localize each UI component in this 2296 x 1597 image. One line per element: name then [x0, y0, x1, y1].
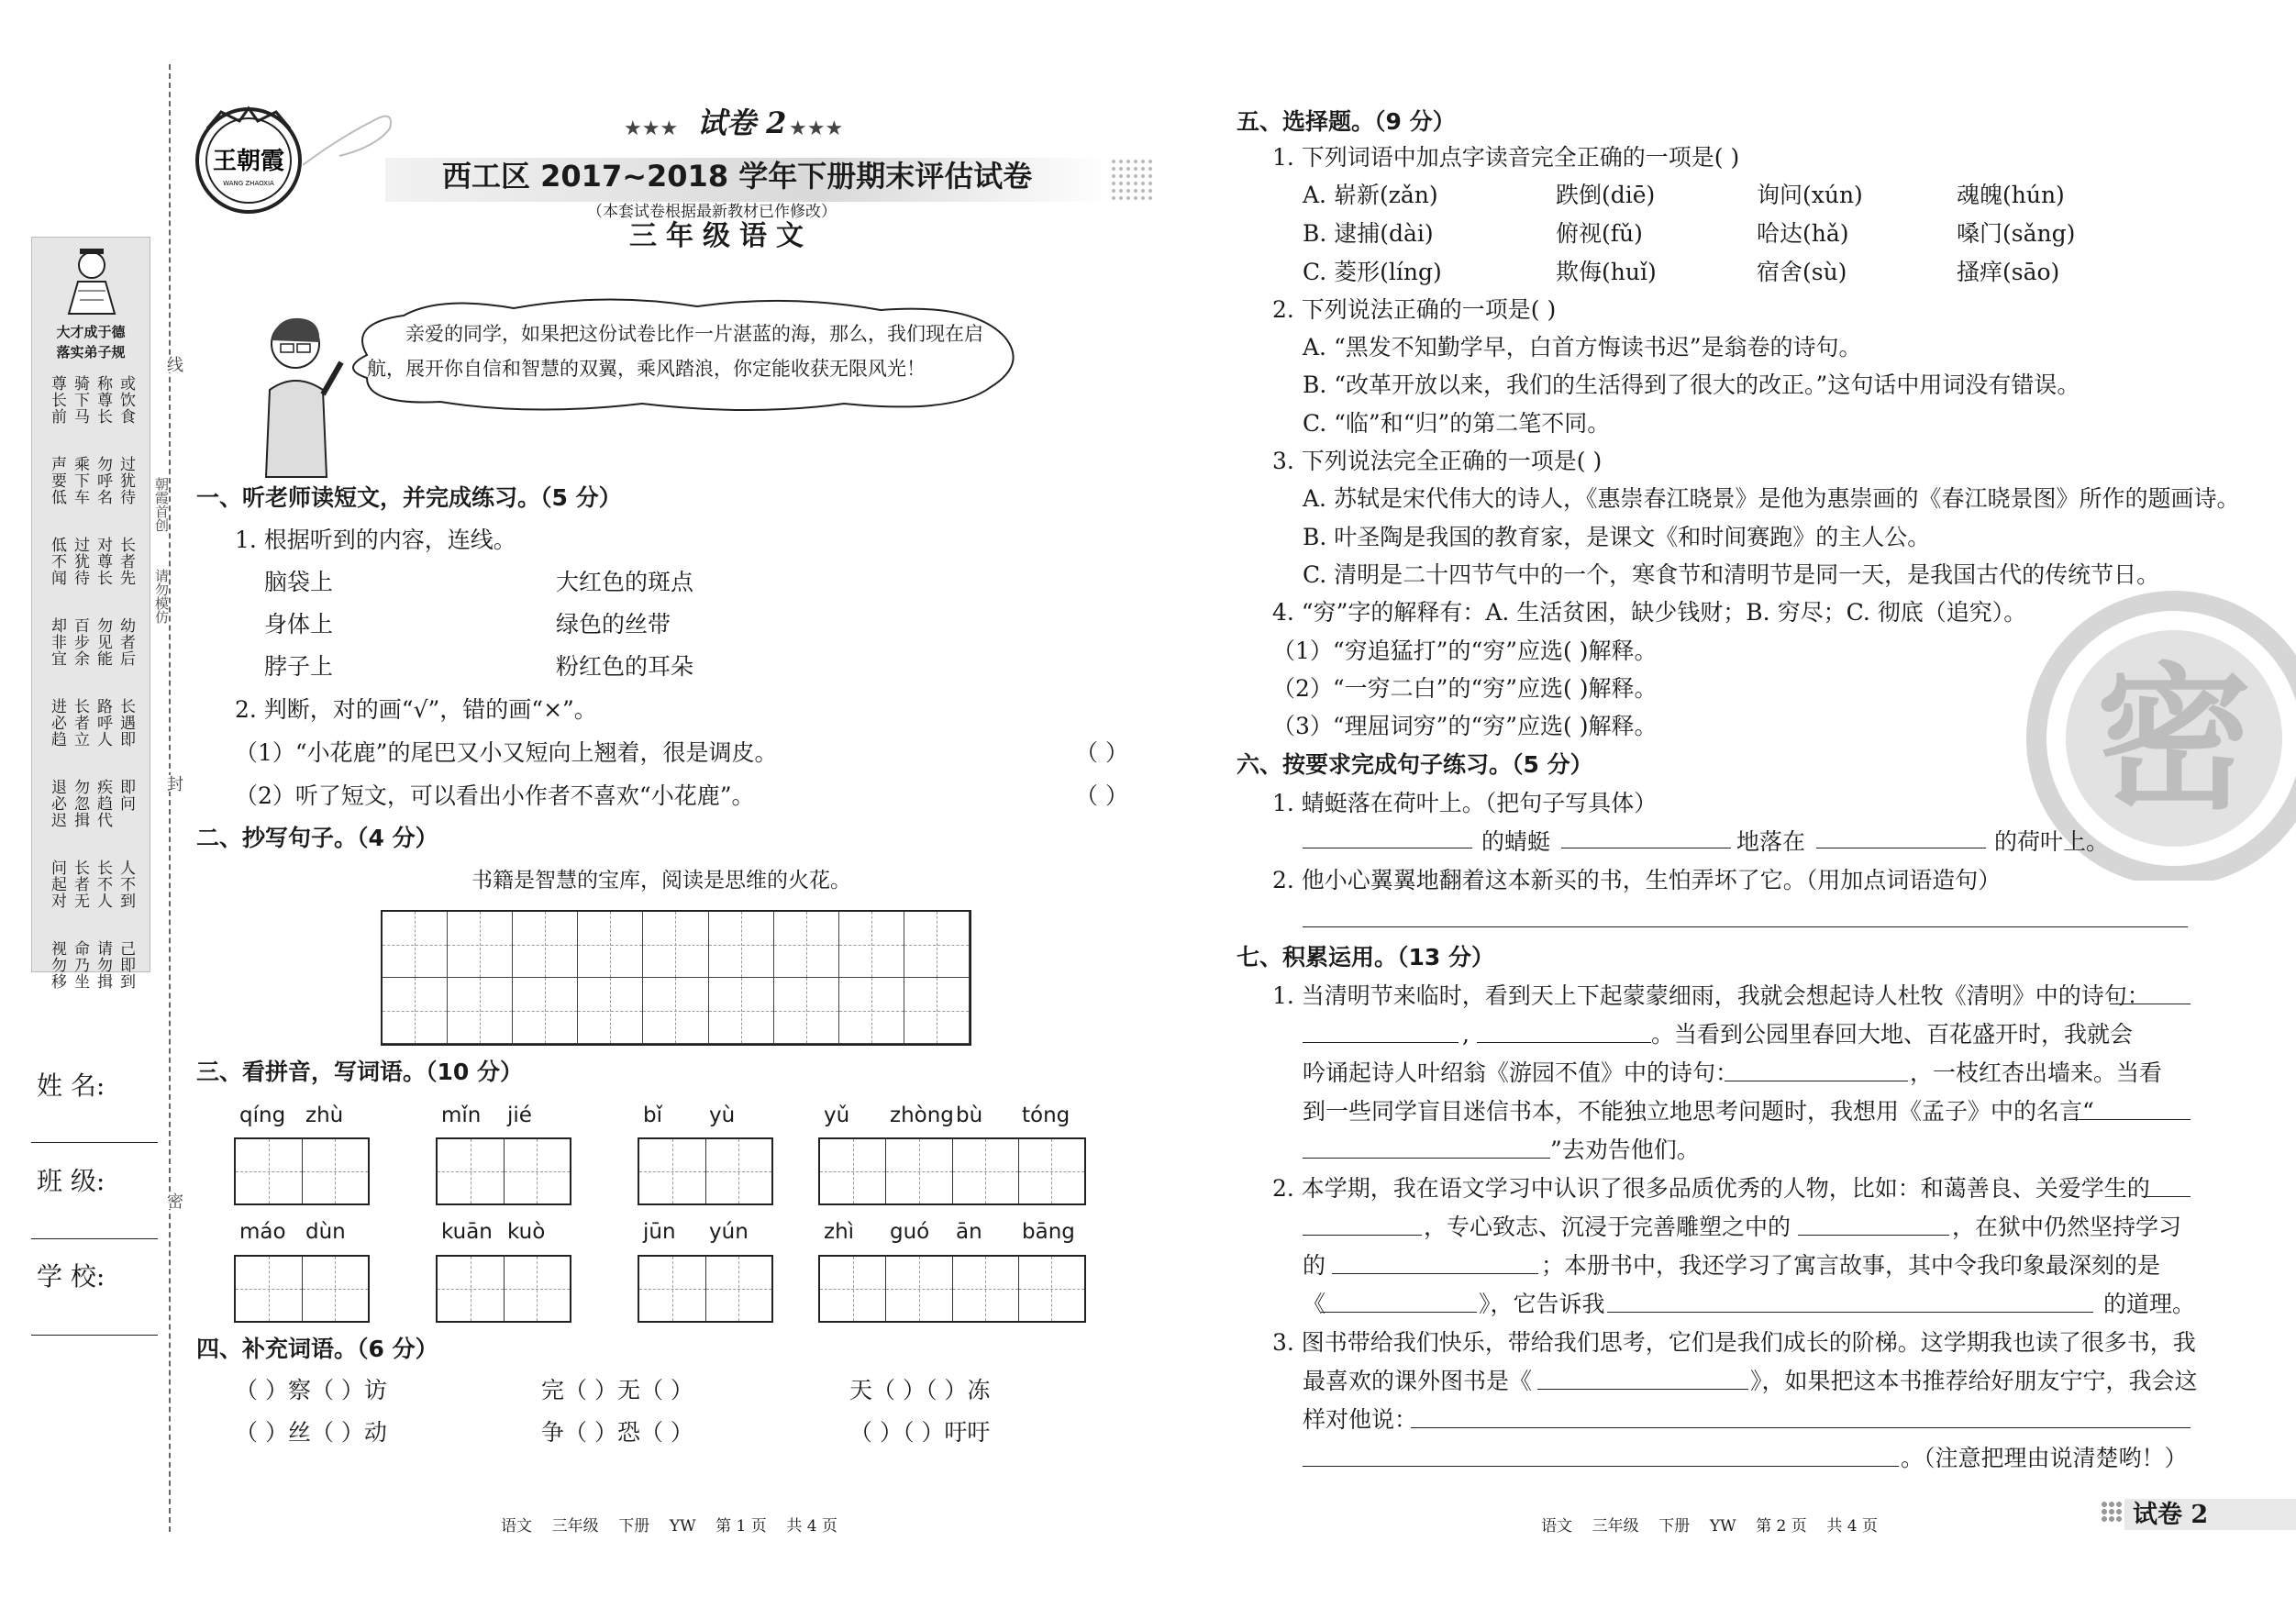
q3-B: B. 叶圣陶是我国的教育家，是课文《和时间赛跑》的主人公。 [1303, 524, 1931, 550]
q1-B-4: 嗓门(sǎng) [1957, 220, 2076, 247]
dizigui-group [36, 779, 146, 859]
pinyin-syllable: kuān [441, 1220, 493, 1244]
fill-word-3[interactable]: 天（ ）（ ）冻 [849, 1377, 991, 1403]
s7-blank-3c[interactable] [1303, 1466, 1899, 1467]
pinyin-answer-cell[interactable] [236, 1139, 303, 1203]
q4-c: （3）“理屈词穷”的“穷”应选( )解释。 [1272, 713, 1658, 739]
copy-grid-cell[interactable] [643, 912, 708, 978]
school-field[interactable] [31, 1335, 158, 1336]
q4-a: （1）“穷追猛打”的“穷”应选( )解释。 [1272, 638, 1658, 664]
footer-left: 语文 三年级 下册 YW 第 1 页 共 4 页 [501, 1517, 838, 1536]
name-field[interactable] [31, 1142, 158, 1143]
intro-text: 亲爱的同学，如果把这份试卷比作一片湛蓝的海，那么，我们现在启航，展开你自信和智慧的双翼，乘风踏浪，你定能收获无限风光！ [367, 323, 983, 380]
pinyin-answer-cell[interactable] [953, 1139, 1019, 1203]
pinyin-answer-box[interactable] [234, 1137, 370, 1205]
dizigui-column: 称尊长 [94, 375, 112, 425]
dizigui-column: 即问 [116, 779, 135, 812]
dizigui-group [36, 537, 146, 617]
copy-grid-cell[interactable] [774, 978, 839, 1044]
pinyin-answer-cell[interactable] [820, 1139, 886, 1203]
s7-q2-l3a: 的 [1303, 1252, 1326, 1279]
s7-q2-l3b: ；本册书中，我还学习了寓言故事，其中令我印象最深刻的是 [1541, 1252, 2161, 1279]
pinyin-syllable: mǐn [441, 1103, 482, 1127]
pinyin-answer-box[interactable] [638, 1137, 773, 1205]
pinyin-answer-box[interactable] [638, 1255, 773, 1323]
dizigui-column: 路呼人 [94, 698, 112, 748]
copy-grid-cell[interactable] [839, 912, 904, 978]
copy-grid-cell[interactable] [513, 912, 578, 978]
pinyin-answer-box[interactable] [436, 1255, 571, 1323]
s7-blank-1c[interactable] [1477, 1042, 1651, 1043]
q3-A: A. 苏轼是宋代伟大的诗人，《惠崇春江晓景》是他为惠崇画的《春江晓景图》所作的题画诗。 [1303, 485, 2240, 512]
q1-C-1: C. 菱形(líng) [1303, 259, 1442, 285]
stamp-char: 密 [2095, 649, 2253, 831]
copy-grid-cell[interactable] [709, 978, 774, 1044]
s6-part-3: 的荷叶上。 [1994, 828, 2110, 855]
dizigui-column: 或饮食 [116, 375, 135, 425]
fill-word-1[interactable]: （ ）察（ ）访 [235, 1377, 387, 1403]
dizigui-column: 勿呼名 [94, 456, 112, 505]
copy-grid-cell[interactable] [578, 912, 643, 978]
cut-mark-1: 线 [161, 356, 185, 372]
s7-blank-3a[interactable] [1537, 1389, 1748, 1390]
dizigui-column: 骑下马 [71, 375, 89, 425]
s7-blank-1b[interactable] [1303, 1042, 1459, 1043]
copy-grid-cell[interactable] [448, 912, 513, 978]
s6-part-1: 的蜻蜓 [1481, 828, 1551, 855]
dizigui-column: 问起对 [48, 859, 66, 909]
s4-heading: 四、补充词语。（6 分） [196, 1336, 438, 1362]
logo-sub: WANG ZHAOXIA [223, 180, 274, 187]
pinyin-syllable: yù [709, 1103, 736, 1127]
s5-q3: 3. 下列说法完全正确的一项是( ) [1272, 448, 1603, 474]
fold-line [169, 64, 171, 1532]
match-right-2[interactable]: 绿色的丝带 [556, 611, 671, 638]
pinyin-syllable: yǔ [824, 1103, 850, 1127]
pinyin-syllable: ān [956, 1220, 982, 1244]
logo-text: 王朝霞 [212, 148, 285, 175]
exam-subtitle: （本套试卷根据最新教材已作修改） [587, 203, 837, 221]
fill-word-5[interactable]: 争（ ）恐（ ） [541, 1419, 693, 1446]
s7-blank-1f[interactable] [1303, 1158, 1550, 1159]
q4-b: （2）“一穷二白”的“穷”应选( )解释。 [1272, 675, 1658, 702]
pinyin-answer-cell[interactable] [820, 1257, 886, 1321]
s7-q2-l4b: 》，它告诉我 [1479, 1291, 1605, 1317]
judge-1: （1）“小花鹿”的尾巴又小又短向上翘着，很是调皮。 [235, 739, 778, 766]
dizigui-column: 过犹待 [71, 537, 89, 586]
s7-q2-l4c: 的道理。 [2103, 1291, 2196, 1317]
pinyin-syllable: zhì [824, 1220, 855, 1244]
name-label: 姓 名: [37, 1070, 105, 1101]
dizigui-column: 命乃坐 [71, 940, 89, 990]
s7-blank-2b[interactable] [1303, 1235, 1422, 1236]
copy-grid-cell[interactable] [904, 912, 970, 978]
pinyin-answer-cell[interactable] [639, 1257, 706, 1321]
stars-left: ★★★ [624, 117, 679, 140]
q1-A-4: 魂魄(hún) [1957, 182, 2065, 208]
s7-q2-l2a: ，专心致志、沉浸于完善雕塑之中的 [1424, 1214, 1791, 1240]
q1-B-1: B. 逮捕(dài) [1303, 220, 1434, 247]
s7-blank-2e[interactable] [1321, 1312, 1477, 1313]
s6-sentence-line[interactable] [1303, 926, 2188, 927]
s7-q3-l1: 3. 图书带给我们快乐，带给我们思考，它们是我们成长的阶梯。这学期我也读了很多书，我 [1272, 1329, 2196, 1356]
cut-mark-2: 封 [161, 775, 185, 792]
pinyin-syllable: jié [507, 1103, 532, 1127]
pinyin-syllable: kuò [507, 1220, 546, 1244]
s2-heading: 二、抄写句子。（4 分） [196, 825, 438, 851]
copy-grid-cell[interactable] [839, 978, 904, 1044]
dizigui-group [36, 375, 146, 456]
dizigui-column: 长不人 [94, 859, 112, 909]
wangzhaoxia-logo [189, 101, 308, 220]
s7-q1-l5: ”去劝告他们。 [1550, 1137, 1700, 1163]
q1-A-2: 跌倒(diē) [1556, 182, 1656, 208]
judge-1-answer[interactable]: （ ） [1075, 739, 1128, 766]
s7-q3-l3: 样对他说： [1303, 1406, 1418, 1433]
motto-1: 大才成于德 [56, 324, 126, 340]
s7-comma-1: , [1462, 1021, 1470, 1048]
q1-A-3: 询问(xún) [1757, 182, 1863, 208]
copy-grid-cell[interactable] [774, 912, 839, 978]
dizigui-column: 尊长前 [48, 375, 66, 425]
dizigui-column: 乘下车 [71, 456, 89, 505]
fill-word-2[interactable]: 完（ ）无（ ） [541, 1377, 693, 1403]
copy-grid-cell[interactable] [904, 978, 970, 1044]
dizigui-column: 对尊长 [94, 537, 112, 586]
pinyin-answer-cell[interactable] [1019, 1257, 1084, 1321]
s7-q2-l4a: 《 [1303, 1291, 1326, 1317]
s3-heading: 三、看拼音，写词语。（10 分） [196, 1059, 523, 1085]
s7-blank-2d[interactable] [1332, 1273, 1538, 1274]
dizigui-column: 勿见能 [94, 617, 112, 667]
q1-A-1: A. 崭新(zǎn) [1303, 182, 1438, 208]
dizigui-column: 长者先 [116, 537, 135, 586]
pinyin-answer-cell[interactable] [639, 1139, 706, 1203]
dizigui-column: 幼者后 [116, 617, 135, 667]
s7-q1-l2: 。当看到公园里春回大地、百花盛开时，我就会 [1651, 1021, 2134, 1048]
pinyin-syllable: bǐ [643, 1103, 662, 1127]
copy-grid-cell[interactable] [513, 978, 578, 1044]
match-left-2[interactable]: 身体上 [264, 611, 334, 638]
s7-blank-2c[interactable] [1798, 1235, 1949, 1236]
class-label: 班 级: [37, 1166, 105, 1196]
s7-blank-2f[interactable] [1607, 1312, 2093, 1313]
pinyin-answer-cell[interactable] [886, 1257, 952, 1321]
dizigui-group [36, 698, 146, 779]
match-left-3[interactable]: 脖子上 [264, 653, 334, 680]
sidebar-panel [31, 237, 150, 990]
dizigui-group [36, 940, 146, 1021]
dizigui-column: 己即到 [116, 940, 135, 990]
dizigui-column: 长者立 [71, 698, 89, 748]
dizigui-column: 过犹待 [116, 456, 135, 505]
s5-q1: 1. 下列词语中加点字读音完全正确的一项是( ) [1272, 144, 1740, 171]
s1-heading: 一、听老师读短文，并完成练习。（5 分） [196, 484, 622, 511]
pinyin-answer-cell[interactable] [303, 1139, 369, 1203]
pinyin-syllable: tóng [1022, 1103, 1070, 1127]
dizigui-column: 视勿移 [48, 940, 66, 990]
dizigui-column: 勿忽揖 [71, 779, 89, 828]
footer-right: 语文 三年级 下册 YW 第 2 页 共 4 页 [1541, 1517, 1879, 1536]
pinyin-answer-cell[interactable] [706, 1257, 772, 1321]
cut-mark-3: 密 [161, 1192, 185, 1209]
paper-label: 试卷 2 [697, 105, 787, 140]
stars-right: ★★★ [789, 117, 844, 140]
dizigui-column: 请勿揖 [94, 940, 112, 990]
dizigui-group [36, 859, 146, 940]
pinyin-answer-cell[interactable] [236, 1257, 303, 1321]
s7-heading: 七、积累运用。（13 分） [1237, 944, 1494, 970]
dizigui-column: 低不闻 [48, 537, 66, 586]
pinyin-answer-box[interactable] [234, 1255, 370, 1323]
s1-q1: 1. 根据听到的内容，连线。 [235, 527, 516, 553]
copy-grid-cell[interactable] [383, 978, 448, 1044]
student-figure-icon [60, 245, 124, 318]
dizigui-column: 百步余 [71, 617, 89, 667]
match-right-1[interactable]: 大红色的斑点 [556, 569, 694, 595]
pinyin-answer-cell[interactable] [438, 1139, 505, 1203]
pinyin-syllable: jūn [643, 1220, 676, 1244]
copy-grid-cell[interactable] [709, 912, 774, 978]
motto-2: 落实弟子规 [56, 344, 126, 360]
s7-q1-l3a: 吟诵起诗人叶绍翁《游园不值》中的诗句： [1303, 1059, 1739, 1086]
s1-q2: 2. 判断，对的画“√”，错的画“×”。 [235, 696, 597, 723]
dizigui-column: 退必迟 [48, 779, 66, 828]
match-right-3[interactable]: 粉红色的耳朵 [556, 653, 694, 680]
s5-q4: 4. “穷”字的解释有：A. 生活贫困，缺少钱财；B. 穷尽；C. 彻底（追究）。 [1272, 599, 2027, 626]
s7-q3-l2b: 》，如果把这本书推荐给好朋友宁宁，我会这 [1750, 1368, 2198, 1394]
q1-C-4: 搔痒(sāo) [1957, 259, 2060, 285]
pinyin-syllable: zhòng [890, 1103, 954, 1127]
pinyin-answer-cell[interactable] [886, 1139, 952, 1203]
dizigui-column: 长遇即 [116, 698, 135, 748]
s7-q1-l3b: ，一枝红杏出墙来。当看 [1910, 1059, 2163, 1086]
pinyin-syllable: zhù [305, 1103, 344, 1127]
copy-grid-cell[interactable] [643, 978, 708, 1044]
s7-blank-1e[interactable] [2069, 1119, 2191, 1120]
copy-grid[interactable] [381, 910, 971, 1046]
tag-dots [2101, 1501, 2123, 1523]
dizigui-column: 长者无 [71, 859, 89, 909]
copy-sentence: 书籍是智慧的宝库，阅读是思维的火花。 [471, 869, 851, 893]
q2-B: B. “改革开放以来，我们的生活得到了很大的改正。”这句话中用词没有错误。 [1303, 372, 2080, 398]
q1-B-2: 俯视(fǔ) [1556, 220, 1643, 247]
pinyin-syllable: máo [239, 1220, 286, 1244]
s6-q2: 2. 他小心翼翼地翻着这本新买的书，生怕弄坏了它。（用加点词语造句） [1272, 867, 2002, 893]
judge-2: （2）听了短文，可以看出小作者不喜欢“小花鹿”。 [235, 782, 755, 809]
pinyin-answer-cell[interactable] [1019, 1139, 1084, 1203]
pinyin-syllable: dùn [305, 1220, 346, 1244]
pinyin-syllable: bāng [1022, 1220, 1075, 1244]
copy-grid-cell[interactable] [383, 912, 448, 978]
pinyin-answer-cell[interactable] [303, 1257, 369, 1321]
copy-grid-cell[interactable] [578, 978, 643, 1044]
pinyin-answer-cell[interactable] [505, 1139, 571, 1203]
dizigui-column: 声要低 [48, 456, 66, 505]
pinyin-syllable: qíng [239, 1103, 286, 1127]
s6-heading: 六、按要求完成句子练习。（5 分） [1237, 751, 1593, 778]
q3-C: C. 清明是二十四节气中的一个，寒食节和清明节是同一天，是我国古代的传统节日。 [1303, 561, 2160, 588]
match-left-1[interactable]: 脑袋上 [264, 569, 334, 595]
s7-blank-2a[interactable] [2142, 1196, 2191, 1197]
s7-q1-l1: 1. 当清明节来临时，看到天上下起蒙蒙细雨，我就会想起诗人杜牧《清明》中的诗句： [1272, 982, 2150, 1009]
q2-C: C. “临”和“归”的第二笔不同。 [1303, 410, 1611, 437]
side-label-2: 请勿模仿 [153, 569, 170, 624]
pinyin-answer-cell[interactable] [706, 1139, 772, 1203]
pinyin-answer-box[interactable] [436, 1137, 571, 1205]
dizigui-column: 人不到 [116, 859, 135, 909]
copy-grid-cell[interactable] [448, 978, 513, 1044]
dizigui-group [36, 456, 146, 537]
pinyin-syllable: yún [709, 1220, 749, 1244]
pinyin-syllable: guó [890, 1220, 930, 1244]
class-field[interactable] [31, 1238, 158, 1239]
grade-subject: 三年级语文 [629, 220, 813, 252]
s7-q3-l2a: 最喜欢的课外图书是《 [1303, 1368, 1533, 1394]
q1-B-3: 哈达(hǎ) [1757, 220, 1849, 247]
judge-2-answer[interactable]: （ ） [1075, 782, 1128, 809]
side-label-1: 朝霞首创 [153, 477, 170, 532]
s6-part-2: 地落在 [1736, 828, 1806, 855]
fill-word-4[interactable]: （ ）丝（ ）动 [235, 1419, 387, 1446]
school-label: 学 校: [37, 1261, 105, 1292]
s5-q2: 2. 下列说法正确的一项是( ) [1272, 296, 1557, 323]
q1-C-3: 宿舍(sù) [1757, 259, 1847, 285]
fill-word-6[interactable]: （ ）（ ）吁吁 [849, 1419, 991, 1446]
pinyin-syllable: bù [956, 1103, 983, 1127]
s6-q1: 1. 蜻蜓落在荷叶上。（把句子写具体） [1272, 790, 1658, 816]
dizigui-group [36, 617, 146, 698]
pinyin-answer-cell[interactable] [505, 1257, 571, 1321]
s7-q2-l1: 2. 本学期，我在语文学习中认识了很多品质优秀的人物，比如：和蔼善良、关爱学生的 [1272, 1175, 2150, 1202]
s5-heading: 五、选择题。（9 分） [1237, 108, 1456, 135]
s7-q2-l2b: ，在狱中仍然坚持学习 [1952, 1214, 2182, 1240]
q1-C-2: 欺侮(huǐ) [1556, 259, 1657, 285]
dizigui-column: 疾趋代 [94, 779, 112, 828]
exam-title: 西工区 2017~2018 学年下册期末评估试卷 [442, 159, 1033, 194]
pinyin-answer-box[interactable] [818, 1255, 1086, 1323]
pinyin-answer-cell[interactable] [438, 1257, 505, 1321]
dot-pattern [1110, 158, 1154, 202]
dizigui-text [36, 375, 146, 1021]
q2-A: A. “黑发不知勤学早，白首方悔读书迟”是翁卷的诗句。 [1303, 334, 1862, 360]
s7-blank-3b[interactable] [1411, 1427, 2191, 1428]
paper-tag: 试卷 2 [2133, 1501, 2209, 1529]
dizigui-column: 进必趋 [48, 698, 66, 748]
pinyin-answer-box[interactable] [818, 1137, 1086, 1205]
pinyin-answer-cell[interactable] [953, 1257, 1019, 1321]
dizigui-column: 却非宜 [48, 617, 66, 667]
s7-q3-l4: 。（注意把理由说清楚哟！） [1901, 1445, 2188, 1471]
s7-q1-l4: 到一些同学盲目迷信书本，不能独立地思考问题时，我想用《孟子》中的名言“ [1303, 1098, 2094, 1125]
